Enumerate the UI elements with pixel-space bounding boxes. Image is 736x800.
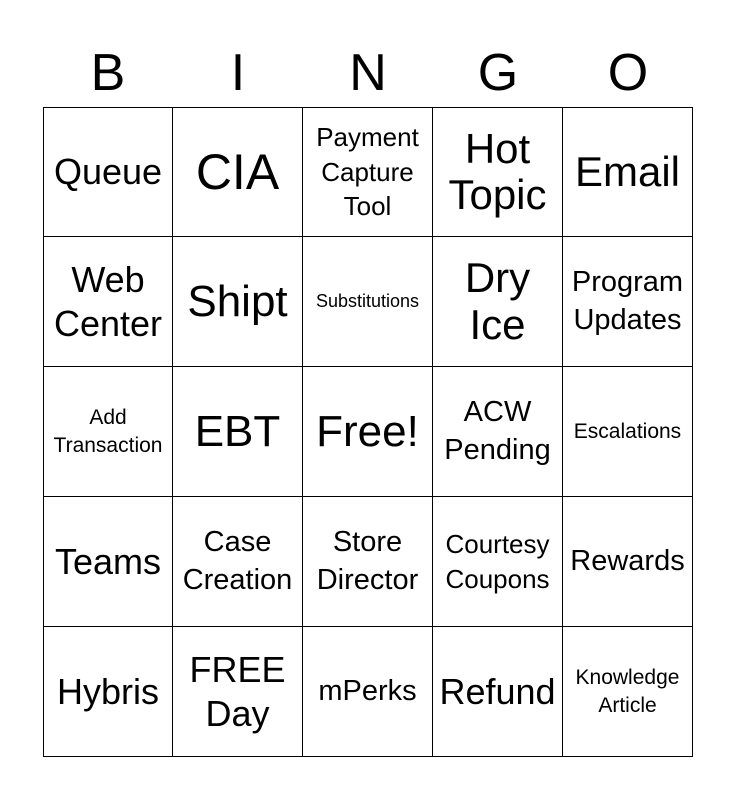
bingo-cell[interactable] [563, 497, 693, 627]
header-letter-g: G [477, 44, 519, 102]
bingo-cell[interactable] [173, 107, 303, 237]
bingo-cell[interactable] [303, 107, 433, 237]
cell-label: Knowledge Article [575, 666, 680, 717]
bingo-cell[interactable] [303, 237, 433, 367]
cell-label: Add Transaction [53, 406, 163, 457]
bingo-cell[interactable] [173, 237, 303, 367]
cell-label: Free! [316, 406, 419, 456]
cell-label: Program Updates [571, 265, 684, 336]
cell-label: Courtesy Coupons [445, 528, 550, 594]
cell-label: Refund [439, 670, 556, 712]
cell-label: Queue [53, 151, 163, 193]
bingo-cell[interactable] [303, 627, 433, 757]
header-letter-n: N [349, 44, 387, 102]
bingo-cell[interactable] [43, 237, 173, 367]
bingo-cell[interactable] [43, 627, 173, 757]
bingo-cell[interactable] [303, 497, 433, 627]
cell-label: Teams [54, 540, 162, 582]
cell-label: Store Director [316, 525, 419, 596]
bingo-board [43, 107, 693, 757]
bingo-cell[interactable] [43, 497, 173, 627]
bingo-cell[interactable] [173, 367, 303, 497]
cell-label: Email [574, 147, 681, 195]
cell-label: Payment Capture Tool [316, 122, 419, 222]
header-letter-o: O [607, 44, 649, 102]
bingo-cell[interactable] [433, 367, 563, 497]
cell-label: Shipt [187, 276, 288, 326]
bingo-cell[interactable] [43, 367, 173, 497]
cell-label: Rewards [570, 544, 685, 577]
cell-label: Case Creation [182, 525, 293, 596]
cell-label: ACW Pending [444, 395, 551, 466]
cell-label: mPerks [318, 674, 417, 707]
bingo-cell[interactable] [563, 367, 693, 497]
bingo-cell[interactable] [303, 367, 433, 497]
bingo-cell[interactable] [433, 497, 563, 627]
cell-label: Hot Topic [448, 124, 547, 218]
cell-label: Escalations [573, 419, 682, 443]
bingo-header [43, 40, 693, 106]
header-letter-i: I [230, 44, 246, 102]
cell-label: Web Center [53, 259, 163, 344]
cell-label: Substitutions [315, 291, 420, 311]
cell-label: CIA [195, 144, 280, 200]
header-letter-b: B [90, 44, 126, 102]
cell-label: EBT [194, 406, 281, 456]
cell-label: Dry Ice [464, 254, 531, 348]
bingo-cell[interactable] [173, 627, 303, 757]
bingo-cell[interactable] [433, 237, 563, 367]
bingo-cell[interactable] [563, 237, 693, 367]
bingo-cell[interactable] [563, 627, 693, 757]
bingo-cell[interactable] [433, 107, 563, 237]
bingo-cell[interactable] [563, 107, 693, 237]
cell-label: Hybris [56, 670, 159, 712]
bingo-cell[interactable] [43, 107, 173, 237]
bingo-cell[interactable] [433, 627, 563, 757]
bingo-cell[interactable] [173, 497, 303, 627]
cell-label: FREE Day [189, 649, 286, 734]
